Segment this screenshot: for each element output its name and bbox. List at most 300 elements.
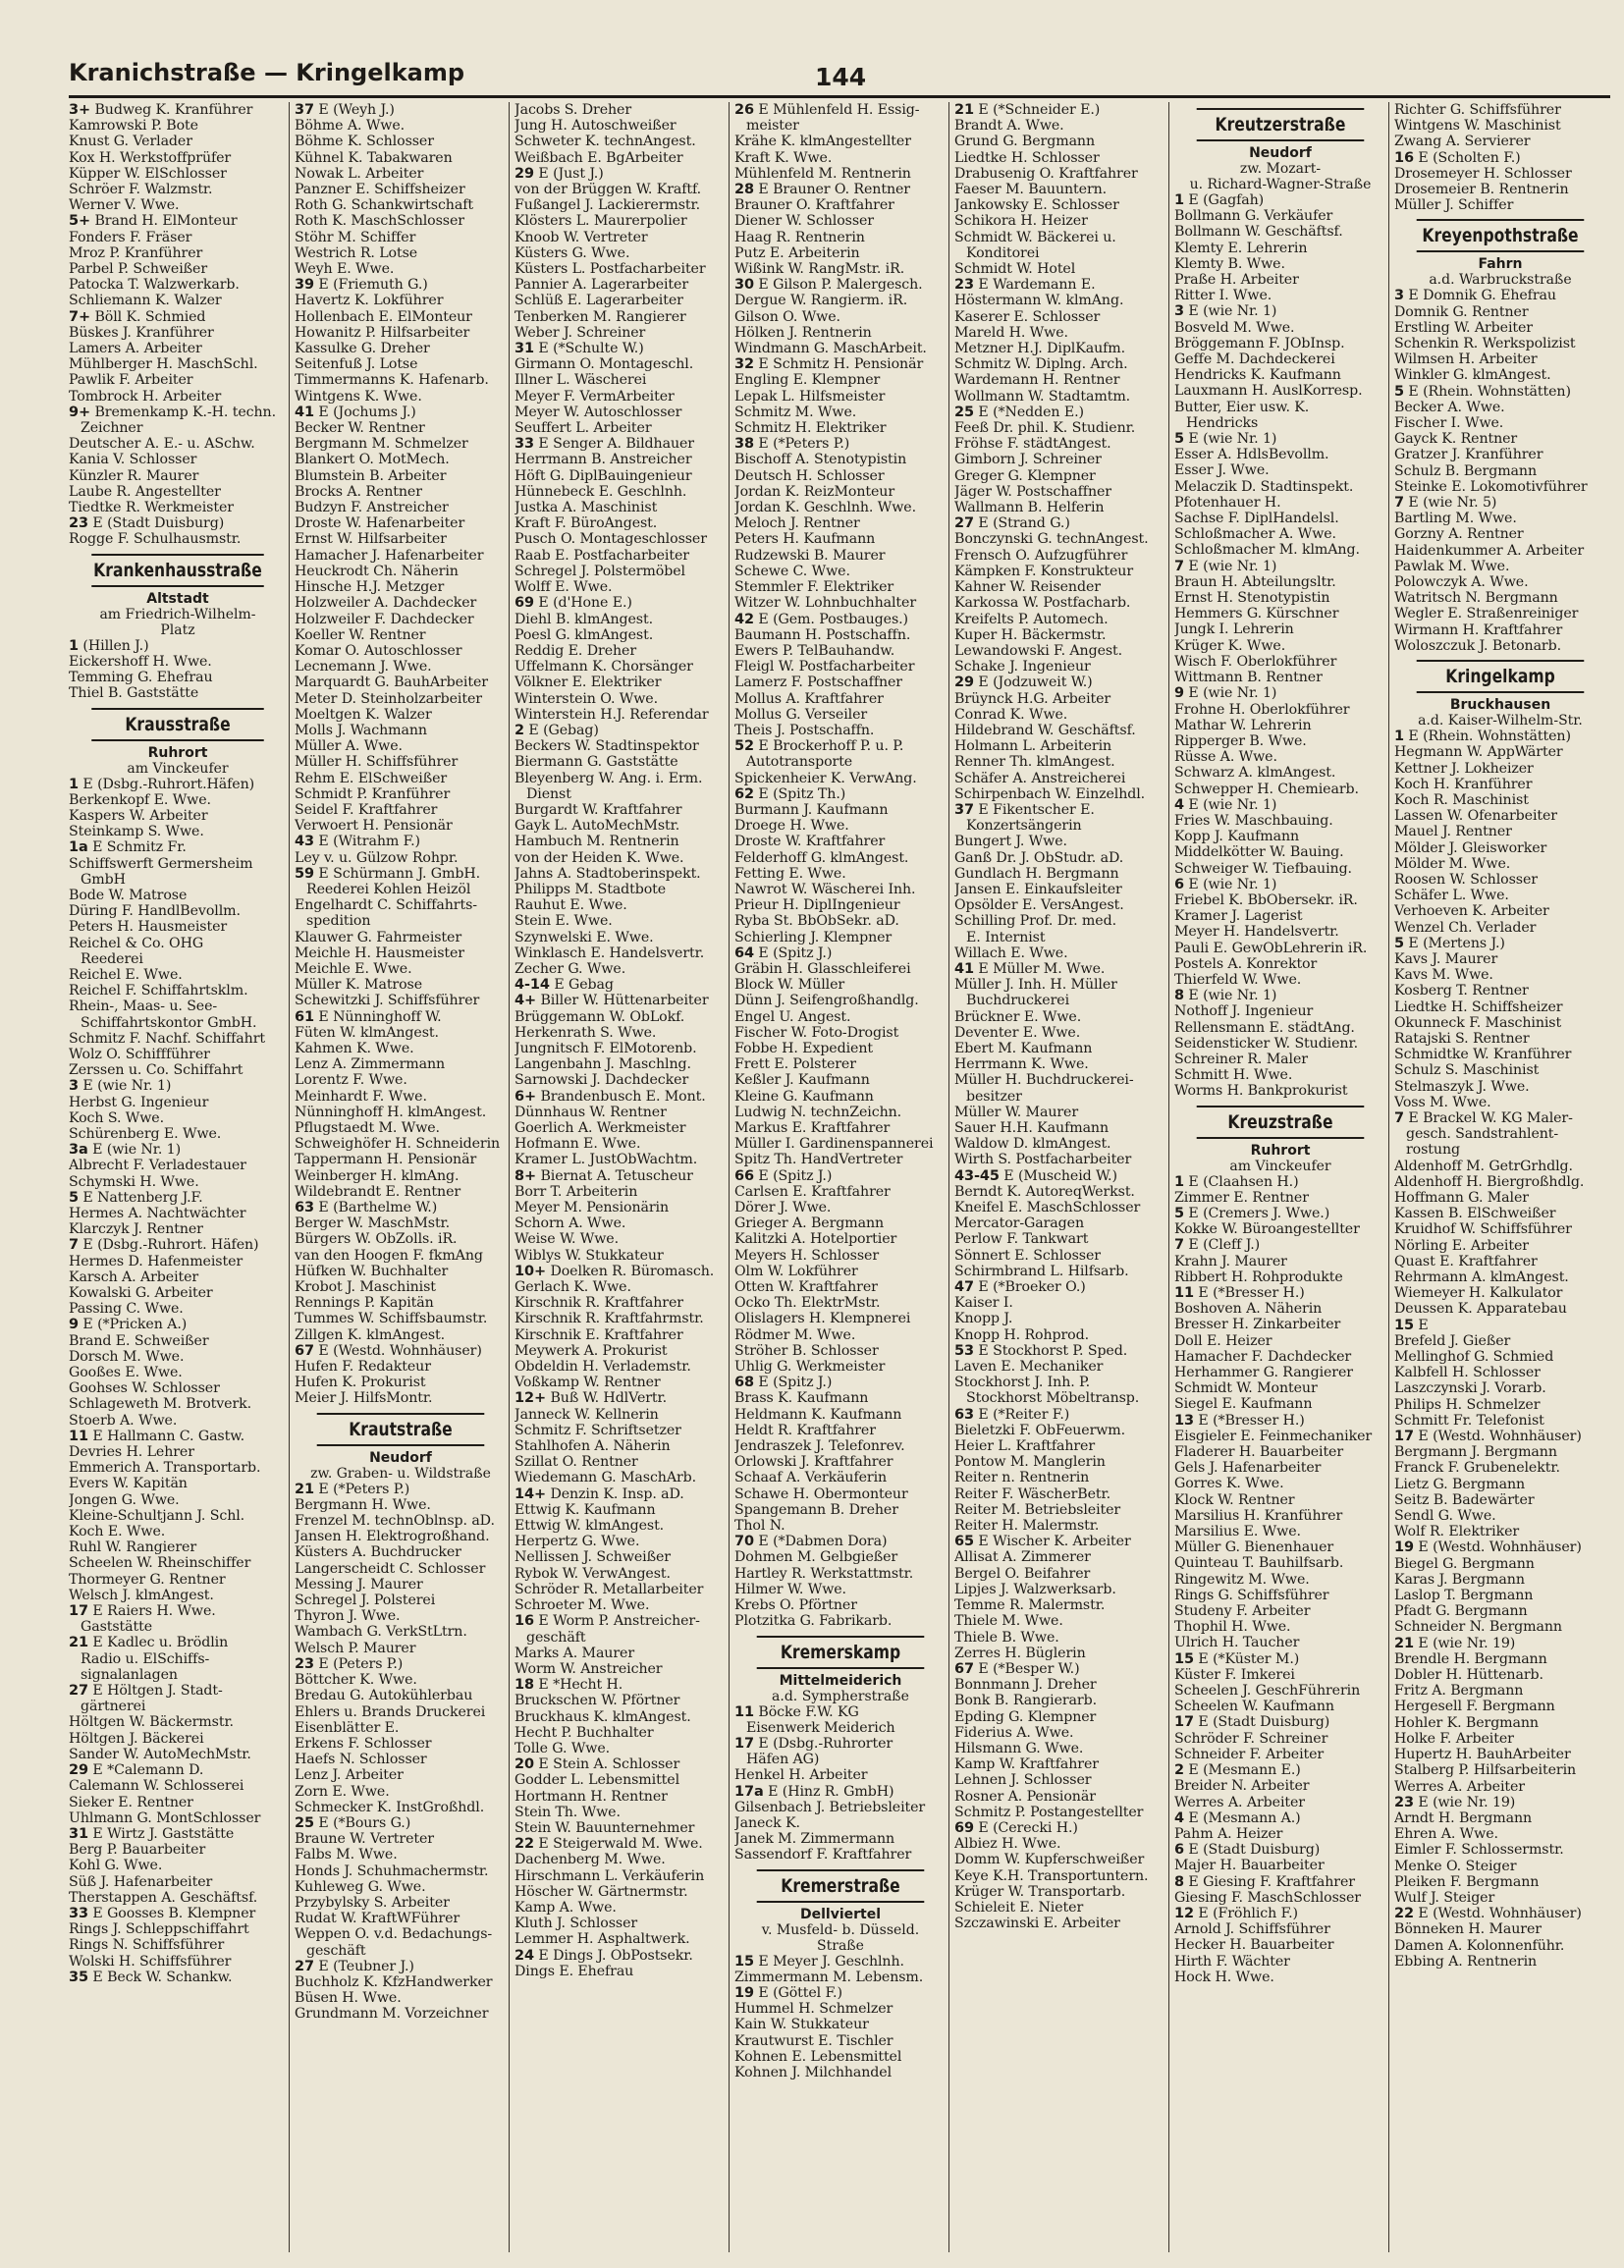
resident-entry bbox=[69, 1476, 287, 1491]
entry-text: E (*Bresser H.) bbox=[1198, 1412, 1305, 1429]
resident-entry bbox=[1174, 1572, 1386, 1588]
entry-text: Müller G. Bienenhauer bbox=[1174, 1539, 1334, 1556]
entry-text: Kohl G. Wwe. bbox=[69, 1858, 163, 1874]
entry-text: Fischer W. Foto-Drogist bbox=[734, 1024, 899, 1041]
entry-text: Meyer W. Autoschlosser bbox=[514, 404, 682, 420]
entry-text: Laszczynski J. Vorarb. bbox=[1394, 1380, 1546, 1397]
entry-text: Knoob W. Vertreter bbox=[514, 229, 648, 245]
entry-text: Mühlenfeld M. Rentnerin bbox=[734, 165, 911, 182]
entry-text: Schmitt H. Wwe. bbox=[1174, 1067, 1293, 1084]
entry-text: Scheelen W. Rheinschiffer bbox=[69, 1555, 251, 1572]
resident-entry bbox=[734, 723, 947, 738]
entry-text: Lassen W. Ofenarbeiter bbox=[1394, 808, 1557, 825]
entry-text: Rhein-, Maas- u. See- bbox=[69, 999, 218, 1015]
resident-entry bbox=[295, 1815, 507, 1831]
entry-text: E (Gebag) bbox=[528, 722, 599, 738]
entry-text: Laven E. Mechaniker bbox=[954, 1359, 1104, 1376]
resident-entry bbox=[1394, 1159, 1606, 1174]
entry-text: Falbs M. Wwe. bbox=[295, 1847, 398, 1863]
entry-text: Rüsse A. Wwe. bbox=[1174, 749, 1277, 766]
resident-entry bbox=[69, 213, 287, 229]
resident-entry bbox=[954, 675, 1166, 690]
entry-text: gesch. Sandstrahlent- bbox=[1406, 1126, 1559, 1143]
resident-entry bbox=[1394, 999, 1606, 1015]
resident-entry bbox=[69, 1015, 287, 1031]
entry-text: Hemmers G. Kürschner bbox=[1174, 606, 1339, 622]
resident-entry bbox=[295, 325, 507, 341]
entry-text: Hermes A. Nachtwächter bbox=[69, 1205, 246, 1221]
entry-text: Schulz B. Bergmann bbox=[1394, 462, 1537, 479]
resident-entry bbox=[514, 1948, 727, 1964]
entry-text: Werres A. Arbeiter bbox=[1394, 1778, 1525, 1795]
entry-text: E Brauner O. Rentner bbox=[758, 182, 910, 198]
entry-text: Middelkötter W. Bauing. bbox=[1174, 844, 1344, 861]
entry-text: Jungk I. Lehrerin bbox=[1174, 621, 1294, 638]
entry-text: Ewers P. TelBauhandw. bbox=[734, 642, 895, 659]
resident-entry bbox=[69, 452, 287, 467]
resident-entry bbox=[69, 245, 287, 261]
entry-text: Meyers H. Schlosser bbox=[734, 1247, 880, 1264]
entry-text: Tombrock H. Arbeiter bbox=[69, 388, 222, 405]
resident-entry bbox=[1394, 1254, 1606, 1269]
entry-text: Perlow F. Tankwart bbox=[954, 1231, 1089, 1248]
entry-text: E Wardemann E. bbox=[978, 277, 1096, 294]
entry-text: Gorzny A. Rentner bbox=[1394, 526, 1524, 543]
resident-entry bbox=[514, 834, 727, 849]
resident-entry bbox=[1174, 956, 1386, 972]
entry-text: Drosemeyer H. Schlosser bbox=[1394, 165, 1572, 182]
resident-entry bbox=[514, 675, 727, 690]
entry-text: Renner Th. klmAngest. bbox=[954, 754, 1115, 771]
entry-text: Blumstein B. Arbeiter bbox=[295, 467, 447, 484]
entry-text: E (wie Nr. 1) bbox=[1188, 988, 1277, 1004]
page-number: 144 bbox=[815, 63, 867, 91]
entry-text: Calemann W. Schlosserei bbox=[69, 1778, 244, 1795]
resident-entry bbox=[1174, 1020, 1386, 1036]
resident-entry bbox=[1394, 951, 1606, 967]
resident-entry bbox=[295, 850, 507, 866]
house-number: 7 bbox=[1174, 1237, 1184, 1254]
entry-text: Peters H. Kaufmann bbox=[734, 531, 876, 548]
entry-text: Lepak L. Hilfsmeister bbox=[734, 388, 886, 405]
house-number: 1 bbox=[1394, 729, 1404, 745]
resident-entry bbox=[295, 1056, 507, 1072]
resident-entry bbox=[514, 1327, 727, 1343]
resident-entry bbox=[295, 277, 507, 293]
house-number: 1 bbox=[69, 776, 79, 792]
entry-text: Rellensmann E. städtAng. bbox=[1174, 1019, 1355, 1036]
resident-entry bbox=[514, 500, 727, 515]
entry-text: Fobbe H. Expedient bbox=[734, 1040, 873, 1056]
resident-entry bbox=[69, 1778, 287, 1794]
entry-text: Autotransporte bbox=[746, 754, 853, 771]
resident-entry bbox=[954, 261, 1166, 277]
house-number: 42 bbox=[734, 611, 754, 627]
resident-entry bbox=[69, 1349, 287, 1365]
resident-entry bbox=[295, 166, 507, 182]
resident-entry bbox=[734, 1025, 947, 1041]
entry-text: Kramer J. Lagerist bbox=[1174, 908, 1303, 925]
entry-text: Müller I. Gardinenspannerei bbox=[734, 1136, 934, 1153]
resident-entry bbox=[954, 1279, 1166, 1295]
resident-entry bbox=[954, 1248, 1166, 1264]
resident-entry bbox=[1174, 367, 1386, 383]
resident-entry bbox=[1174, 765, 1386, 781]
entry-text: Müller A. Wwe. bbox=[295, 738, 403, 755]
resident-entry bbox=[69, 951, 287, 967]
resident-entry bbox=[295, 1184, 507, 1200]
entry-text: Stoerb A. Wwe. bbox=[69, 1412, 178, 1429]
resident-entry bbox=[1394, 559, 1606, 574]
resident-entry bbox=[954, 1789, 1166, 1805]
resident-entry bbox=[514, 1056, 727, 1072]
directory-column bbox=[729, 102, 948, 2252]
resident-entry bbox=[295, 1656, 507, 1672]
resident-entry bbox=[1394, 1285, 1606, 1301]
entry-text: Brefeld J. Gießer bbox=[1394, 1332, 1511, 1349]
entry-text: Hortmann H. Rentner bbox=[514, 1788, 668, 1805]
resident-entry bbox=[734, 579, 947, 595]
resident-entry bbox=[734, 341, 947, 356]
resident-entry bbox=[1174, 1826, 1386, 1842]
entry-text: Albiez H. Wwe. bbox=[954, 1836, 1061, 1853]
entry-text: Jung H. Autoschweißer bbox=[514, 118, 677, 135]
entry-text: Thiele M. Wwe. bbox=[954, 1613, 1063, 1630]
entry-text: Jongen G. Wwe. bbox=[69, 1491, 180, 1508]
entry-text: Bollmann W. Geschäftsf. bbox=[1174, 224, 1343, 241]
resident-entry bbox=[734, 309, 947, 325]
entry-text: Witzer W. Lohnbuchhalter bbox=[734, 595, 917, 612]
entry-text: Rings J. Schleppschiffahrt bbox=[69, 1921, 249, 1938]
resident-entry bbox=[1394, 1556, 1606, 1572]
entry-text: Gerlach K. Wwe. bbox=[514, 1279, 631, 1296]
entry-text: Molls J. Wachmann bbox=[295, 722, 427, 738]
entry-text: Meier J. HilfsMontr. bbox=[295, 1390, 433, 1407]
entry-text: Boshoven A. Näherin bbox=[1174, 1301, 1323, 1318]
house-number: 52 bbox=[734, 738, 754, 755]
resident-entry bbox=[1174, 241, 1386, 256]
entry-text: E Steigerwald M. Wwe. bbox=[538, 1836, 703, 1853]
house-number: 5 bbox=[1394, 935, 1404, 951]
entry-text: Kamp W. Kraftfahrer bbox=[954, 1756, 1099, 1773]
entry-text: Bröggemann F. JObInsp. bbox=[1174, 335, 1345, 351]
entry-text: Albrecht F. Verladestauer bbox=[69, 1158, 246, 1174]
resident-entry bbox=[734, 1311, 947, 1326]
entry-text: Holmann L. Arbeiterin bbox=[954, 738, 1112, 755]
resident-entry bbox=[295, 452, 507, 467]
resident-entry bbox=[1174, 1588, 1386, 1603]
house-number: 27 bbox=[954, 515, 974, 532]
page-header bbox=[69, 53, 1610, 98]
district-name: Ruhrort bbox=[147, 744, 208, 761]
resident-entry bbox=[69, 824, 287, 839]
entry-text: Tolle G. Wwe. bbox=[514, 1740, 611, 1756]
entry-text: Schweighöfer H. Schneiderin bbox=[295, 1136, 501, 1153]
entry-text: Hummel H. Schmelzer bbox=[734, 2001, 893, 2018]
street-location: am Friedrich-Wilhelm- bbox=[99, 606, 256, 622]
entry-text: Droste W. Kraftfahrer bbox=[734, 834, 886, 850]
entry-text: Schmitz H. Elektriker bbox=[734, 420, 887, 437]
resident-entry bbox=[954, 1884, 1166, 1900]
entry-text: Aldenhoff M. GetrGrhdlg. bbox=[1394, 1158, 1573, 1174]
resident-entry bbox=[1174, 542, 1386, 558]
resident-entry bbox=[1394, 1238, 1606, 1254]
entry-text: Reederei Kohlen Heizöl bbox=[306, 881, 471, 897]
resident-entry bbox=[295, 897, 507, 913]
entry-text: Allisat A. Zimmerer bbox=[954, 1549, 1091, 1566]
entry-text: Zimmermann M. Lebensm. bbox=[734, 1969, 924, 1985]
resident-entry bbox=[514, 1836, 727, 1852]
entry-text: Bonczynski G. technAngest. bbox=[954, 531, 1149, 548]
resident-entry bbox=[295, 1497, 507, 1513]
resident-entry bbox=[734, 786, 947, 802]
resident-entry bbox=[295, 531, 507, 547]
resident-entry bbox=[734, 1800, 947, 1815]
resident-entry bbox=[1174, 1747, 1386, 1762]
resident-entry bbox=[1394, 1031, 1606, 1047]
entry-text: E (*Schulte W.) bbox=[538, 341, 644, 357]
entry-text: Howanitz P. Hilfsarbeiter bbox=[295, 324, 470, 341]
resident-entry bbox=[1174, 1731, 1386, 1747]
entry-text: Ratajski S. Rentner bbox=[1394, 1030, 1530, 1047]
entry-text: E Nünninghoff W. bbox=[318, 1008, 442, 1025]
street-heading: Krautstraße bbox=[317, 1413, 485, 1446]
resident-entry bbox=[954, 1009, 1166, 1025]
resident-entry bbox=[514, 1248, 727, 1264]
entry-text: Mareld H. Wwe. bbox=[954, 324, 1068, 341]
resident-entry bbox=[295, 1544, 507, 1560]
entry-text: E Meyer J. Geschlnh. bbox=[758, 1953, 904, 1970]
resident-entry bbox=[734, 818, 947, 834]
resident-entry bbox=[514, 1900, 727, 1916]
resident-entry bbox=[734, 850, 947, 866]
house-number: 21 bbox=[954, 102, 974, 118]
resident-entry bbox=[954, 1677, 1166, 1693]
resident-entry bbox=[1174, 1492, 1386, 1508]
resident-entry bbox=[954, 309, 1166, 325]
resident-entry bbox=[514, 913, 727, 929]
resident-entry bbox=[69, 1842, 287, 1858]
entry-text: Koeller W. Rentner bbox=[295, 626, 426, 643]
resident-entry bbox=[734, 564, 947, 579]
resident-entry bbox=[1394, 1651, 1606, 1667]
resident-entry bbox=[1394, 1603, 1606, 1619]
resident-entry bbox=[1174, 877, 1386, 892]
entry-text: Böhme K. Schlosser bbox=[295, 134, 434, 150]
entry-text: E (Westd. Wohnhäuser) bbox=[1418, 1539, 1582, 1556]
entry-text: Küsters G. Wwe. bbox=[514, 244, 630, 261]
resident-entry bbox=[295, 436, 507, 452]
resident-entry bbox=[514, 102, 727, 118]
entry-text: Reiter F. WäscherBetr. bbox=[954, 1485, 1111, 1502]
entry-text: van den Hoogen F. fkmAng bbox=[295, 1247, 483, 1264]
entry-text: Kruidhof W. Schiffsführer bbox=[1394, 1221, 1572, 1238]
entry-text: E (Friemuth G.) bbox=[318, 277, 428, 294]
entry-text: Winterstein O. Wwe. bbox=[514, 690, 659, 707]
resident-entry bbox=[1394, 182, 1606, 197]
resident-entry bbox=[1174, 797, 1386, 813]
entry-text: Hecker H. Bauarbeiter bbox=[1174, 1937, 1334, 1954]
entry-text: Böttcher K. Wwe. bbox=[295, 1672, 417, 1689]
resident-entry bbox=[514, 643, 727, 659]
resident-entry bbox=[954, 372, 1166, 388]
resident-entry bbox=[734, 1815, 947, 1831]
entry-text: Verhoeven K. Arbeiter bbox=[1394, 903, 1549, 920]
resident-entry bbox=[734, 691, 947, 707]
resident-entry bbox=[514, 627, 727, 643]
resident-entry bbox=[295, 643, 507, 659]
resident-entry bbox=[514, 1789, 727, 1805]
entry-text: Schmidt P. Kranführer bbox=[295, 785, 451, 802]
resident-entry bbox=[734, 1200, 947, 1215]
entry-text: Schikora H. Heizer bbox=[954, 213, 1088, 230]
resident-entry bbox=[514, 1582, 727, 1597]
entry-text: E Hallmann C. Gastw. bbox=[92, 1428, 244, 1444]
entry-text: Zillgen K. klmAngest. bbox=[295, 1326, 446, 1343]
house-number: 4-14 bbox=[514, 977, 550, 994]
resident-entry bbox=[1174, 224, 1386, 240]
resident-entry bbox=[734, 1582, 947, 1597]
entry-text: Schäfer L. Wwe. bbox=[1394, 888, 1509, 904]
resident-entry bbox=[1394, 840, 1606, 856]
entry-text: Wiemeyer H. Kalkulator bbox=[1394, 1285, 1563, 1302]
house-number: 9+ bbox=[69, 404, 91, 420]
resident-entry bbox=[954, 1709, 1166, 1725]
entry-text: E (Hinz R. GmbH) bbox=[768, 1783, 894, 1800]
entry-text: Hirth F. Wächter bbox=[1174, 1953, 1290, 1970]
street-heading: Kringelkamp bbox=[1417, 660, 1585, 693]
entry-text: Ribbert H. Rohprodukte bbox=[1174, 1269, 1343, 1285]
entry-text: Lamers A. Arbeiter bbox=[69, 341, 202, 357]
house-number: 69 bbox=[954, 1819, 974, 1836]
resident-entry bbox=[514, 1677, 727, 1693]
resident-entry bbox=[69, 1810, 287, 1826]
entry-text: E (Mesmann E.) bbox=[1188, 1762, 1301, 1779]
house-number: 17 bbox=[69, 1603, 88, 1620]
resident-entry bbox=[69, 1460, 287, 1476]
resident-entry bbox=[954, 452, 1166, 467]
entry-text: Ripperger B. Wwe. bbox=[1174, 732, 1307, 749]
entry-text: Füten W. klmAngest. bbox=[295, 1024, 439, 1041]
resident-entry bbox=[1394, 1095, 1606, 1110]
resident-entry bbox=[1174, 1890, 1386, 1906]
entry-text: Sendl G. Wwe. bbox=[1394, 1508, 1496, 1525]
resident-entry bbox=[295, 786, 507, 802]
entry-text: Ernst H. Stenotypistin bbox=[1174, 590, 1330, 607]
resident-entry bbox=[734, 1613, 947, 1629]
entry-text: E Schmitz H. Pensionär bbox=[758, 356, 924, 373]
entry-text: E (Muscheid W.) bbox=[1003, 1167, 1117, 1184]
entry-text: Greger G. Klempner bbox=[954, 467, 1096, 484]
resident-entry bbox=[954, 1136, 1166, 1152]
entry-text: Richter G. Schiffsführer bbox=[1394, 102, 1561, 118]
resident-entry bbox=[69, 872, 287, 888]
entry-text: Dörer J. Wwe. bbox=[734, 1200, 832, 1216]
entry-text: Bollmann G. Verkäufer bbox=[1174, 208, 1333, 225]
resident-entry bbox=[295, 754, 507, 770]
entry-text: Herhammer G. Rangierer bbox=[1174, 1365, 1353, 1381]
entry-text: E (*Bresser H.) bbox=[1198, 1285, 1305, 1301]
entry-text: Konditorei bbox=[966, 244, 1040, 261]
resident-entry bbox=[69, 1747, 287, 1762]
entry-text: Jansen E. Einkaufsleiter bbox=[954, 881, 1122, 897]
resident-entry bbox=[1394, 526, 1606, 542]
entry-text: Rudzewski B. Maurer bbox=[734, 547, 886, 564]
house-number: 11 bbox=[69, 1428, 88, 1444]
resident-entry bbox=[514, 961, 727, 977]
house-number: 32 bbox=[734, 356, 754, 373]
entry-text: gärtnerei bbox=[81, 1699, 146, 1715]
entry-text: Kuhleweg G. Wwe. bbox=[295, 1878, 426, 1895]
resident-entry bbox=[1174, 1603, 1386, 1619]
entry-text: Domnik G. Rentner bbox=[1394, 303, 1529, 320]
entry-text: Temme R. Malermstr. bbox=[954, 1597, 1106, 1614]
entry-text: Krahn J. Maurer bbox=[1174, 1253, 1287, 1269]
entry-text: Polowczyk A. Wwe. bbox=[1394, 574, 1529, 591]
resident-entry bbox=[734, 1470, 947, 1485]
resident-entry bbox=[295, 1831, 507, 1847]
street-heading: Krankenhausstraße bbox=[91, 554, 263, 587]
resident-entry bbox=[295, 1895, 507, 1911]
resident-entry bbox=[514, 977, 727, 993]
resident-entry bbox=[1174, 1476, 1386, 1491]
house-number: 4 bbox=[1174, 796, 1184, 813]
entry-text: Block W. Müller bbox=[734, 977, 845, 994]
entry-text: Metzner H.J. DiplKaufm. bbox=[954, 341, 1126, 357]
resident-entry bbox=[514, 1072, 727, 1088]
resident-entry bbox=[954, 738, 1166, 754]
resident-entry bbox=[295, 182, 507, 197]
entry-text: Arnold J. Schiffsführer bbox=[1174, 1921, 1330, 1938]
house-number: 62 bbox=[734, 785, 754, 802]
house-number: 8+ bbox=[514, 1167, 537, 1184]
entry-text: Schloßmacher A. Wwe. bbox=[1174, 526, 1336, 543]
resident-entry bbox=[514, 261, 727, 277]
resident-entry bbox=[1394, 1779, 1606, 1795]
house-number: 6 bbox=[1174, 1842, 1184, 1859]
resident-entry bbox=[69, 1317, 287, 1332]
entry-text: Wiblys W. Stukkateur bbox=[514, 1247, 664, 1264]
entry-text: E Brackel W. KG Maler- bbox=[1408, 1109, 1573, 1126]
resident-entry bbox=[734, 1566, 947, 1582]
resident-entry bbox=[1174, 1365, 1386, 1380]
entry-text: Büsen H. Wwe. bbox=[295, 1990, 402, 2007]
entry-text: Zeichner bbox=[81, 420, 143, 437]
entry-text: Sieker E. Rentner bbox=[69, 1794, 193, 1810]
house-number: 11 bbox=[1174, 1285, 1194, 1301]
entry-text: E (*Küster M.) bbox=[1198, 1650, 1300, 1667]
entry-text: Laube R. Angestellter bbox=[69, 483, 221, 500]
entry-text: Hirschmann L. Verkäuferin bbox=[514, 1867, 705, 1884]
resident-entry bbox=[734, 882, 947, 897]
resident-entry bbox=[514, 1772, 727, 1788]
resident-entry bbox=[514, 1549, 727, 1565]
resident-entry bbox=[69, 277, 287, 293]
entry-text: Reiter n. Rentnerin bbox=[954, 1470, 1090, 1486]
resident-entry bbox=[295, 882, 507, 897]
entry-text: Bonk B. Rangierarb. bbox=[954, 1693, 1097, 1709]
resident-entry bbox=[295, 771, 507, 786]
resident-entry bbox=[69, 1683, 287, 1699]
resident-entry bbox=[1394, 590, 1606, 606]
entry-text: Lemmer H. Asphaltwerk. bbox=[514, 1931, 690, 1948]
entry-text: Müller K. Matrose bbox=[295, 977, 423, 994]
entry-text: E (wie Nr. 1) bbox=[1188, 685, 1277, 702]
entry-text: Meywerk A. Prokurist bbox=[514, 1342, 668, 1359]
entry-text: Schiffswerft Germersheim bbox=[69, 855, 253, 872]
resident-entry bbox=[514, 1168, 727, 1184]
resident-entry bbox=[69, 356, 287, 372]
